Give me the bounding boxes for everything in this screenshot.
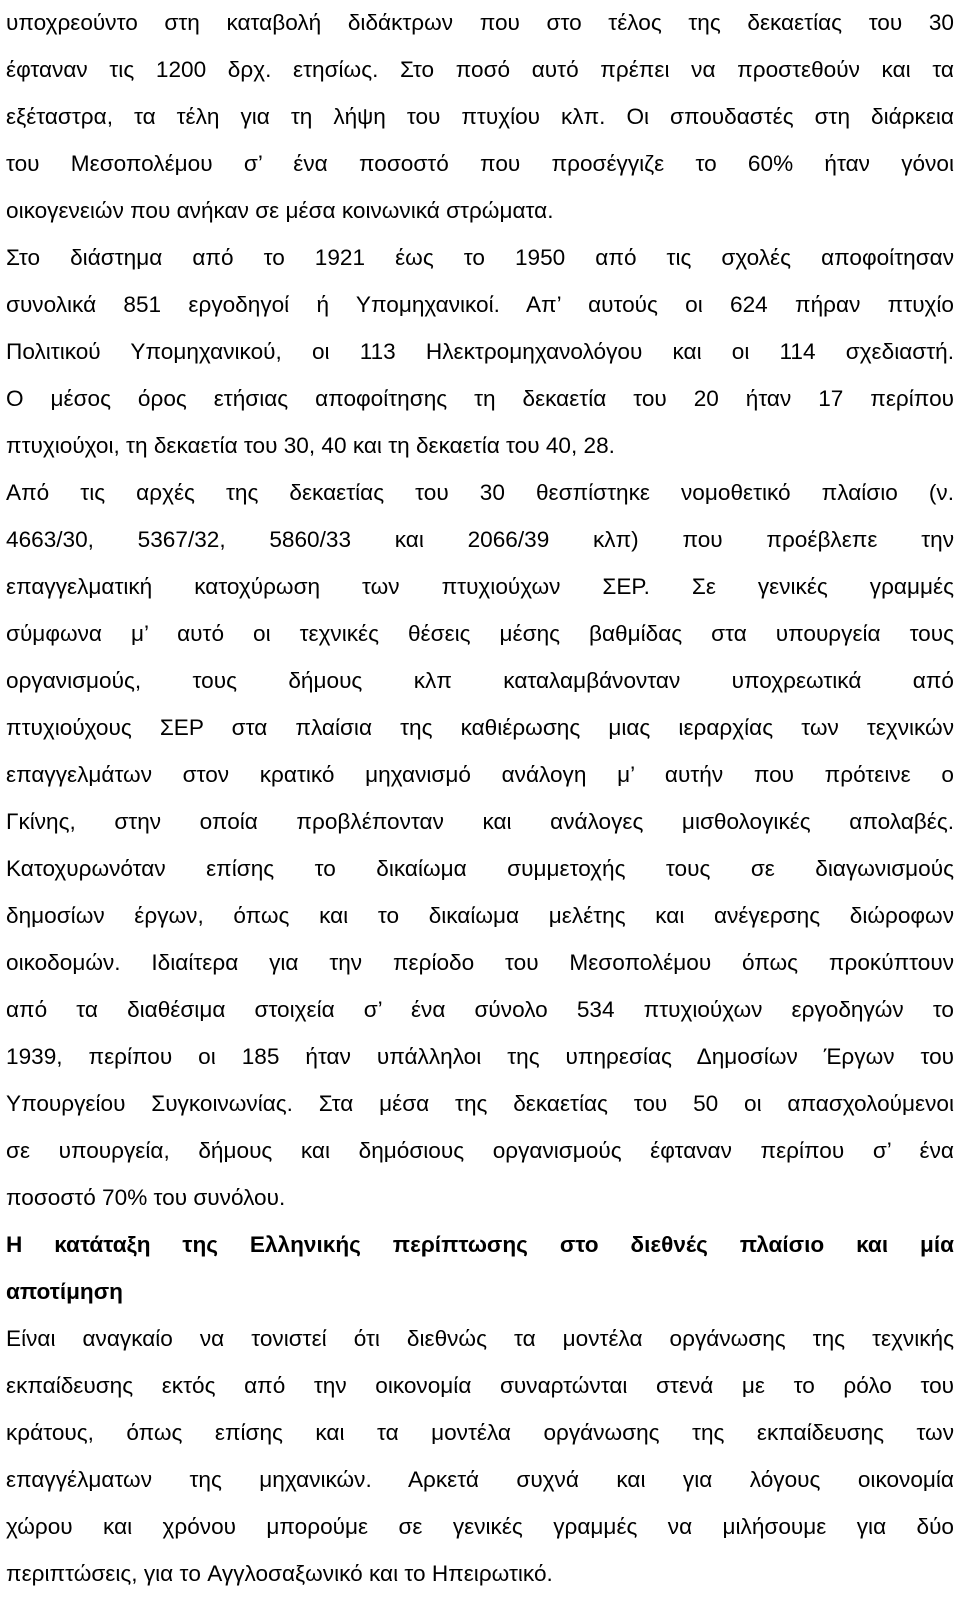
text-line: Πολιτικού Υπομηχανικού, οι 113 Ηλεκτρομηχανολόγου και οι 114 σχεδιαστή. [6, 339, 954, 364]
text-line: συνολικά 851 εργοδηγοί ή Υπομηχανικοί. Απ’ αυτούς οι 624 πήραν πτυχίο [6, 292, 954, 317]
heading-line: αποτίμηση [6, 1279, 123, 1304]
text-line: σε υπουργεία, δήμους και δημόσιους οργανισμούς έφταναν περίπου σ’ ένα [6, 1138, 954, 1163]
heading-line: Η κατάταξη της Ελληνικής περίπτωσης στο διεθνές πλαίσιο και μία [6, 1232, 954, 1257]
text-line: οργανισμούς, τους δήμους κλπ καταλαμβάνονταν υποχρεωτικά από [6, 668, 954, 693]
text-line: σύμφωνα μ’ αυτό οι τεχνικές θέσεις μέσης βαθμίδας στα υπουργεία τους [6, 621, 954, 646]
paragraph-graduates [6, 234, 954, 469]
text-line: επαγγελμάτων στον κρατικό μηχανισμό ανάλογη μ’ αυτήν που πρότεινε ο [6, 762, 954, 787]
text-line: οικοδομών. Ιδιαίτερα για την περίοδο του Μεσοπολέμου όπως προκύπτουν [6, 950, 954, 975]
text-line: Από τις αρχές της δεκαετίας του 30 θεσπίστηκε νομοθετικό πλαίσιο (ν. [6, 480, 954, 505]
text-line: επαγγέλματων της μηχανικών. Αρκετά συχνά και για λόγους οικονομία [6, 1467, 954, 1492]
text-line: του Μεσοπολέμου σ’ ένα ποσοστό που προσέγγιζε το 60% ήταν γόνοι [6, 151, 954, 176]
text-line: πτυχιούχοι, τη δεκαετία του 30, 40 και τη δεκαετία του 40, 28. [6, 433, 615, 458]
text-line: επαγγελματική κατοχύρωση των πτυχιούχων ΣΕΡ. Σε γενικές γραμμές [6, 574, 954, 599]
text-line: ποσοστό 70% του συνόλου. [6, 1185, 286, 1210]
paragraph-legal-framework [6, 469, 954, 1221]
text-line: Είναι αναγκαίο να τονιστεί ότι διεθνώς τα μοντέλα οργάνωσης της τεχνικής [6, 1326, 954, 1351]
paragraph-tuition [6, 0, 954, 234]
text-line: 1939, περίπου οι 185 ήταν υπάλληλοι της υπηρεσίας Δημοσίων Έργων του [6, 1044, 954, 1069]
text-line: χώρου και χρόνου μπορούμε σε γενικές γραμμές να μιλήσουμε για δύο [6, 1514, 954, 1539]
text-line: οικογενειών που ανήκαν σε μέσα κοινωνικά στρώματα. [6, 198, 554, 223]
text-line: Υπουργείου Συγκοινωνίας. Στα μέσα της δεκαετίας του 50 οι απασχολούμενοι [6, 1091, 954, 1116]
text-line: Ο μέσος όρος ετήσιας αποφοίτησης τη δεκαετία του 20 ήταν 17 περίπου [6, 386, 954, 411]
section-heading [6, 1221, 954, 1315]
text-line: κράτους, όπως επίσης και τα μοντέλα οργάνωσης της εκπαίδευσης των [6, 1420, 954, 1445]
text-line: Κατοχυρωνόταν επίσης το δικαίωμα συμμετοχής τους σε διαγωνισμούς [6, 856, 954, 881]
text-line: δημοσίων έργων, όπως και το δικαίωμα μελέτης και ανέγερσης διώροφων [6, 903, 954, 928]
text-line: υποχρεούντο στη καταβολή διδάκτρων που στο τέλος της δεκαετίας του 30 [6, 10, 954, 35]
text-line: περιπτώσεις, για τo Αγγλοσαξωνικό και το Ηπειρωτικό. [6, 1561, 553, 1586]
text-line: 4663/30, 5367/32, 5860/33 και 2066/39 κλπ) που προέβλεπε την [6, 527, 954, 552]
text-line: πτυχιούχους ΣΕΡ στα πλαίσια της καθιέρωσης μιας ιεραρχίας των τεχνικών [6, 715, 954, 740]
text-line: έφταναν τις 1200 δρχ. ετησίως. Στο ποσό αυτό πρέπει να προστεθούν και τα [6, 57, 954, 82]
text-line: εξέταστρα, τα τέλη για τη λήψη του πτυχίου κλπ. Οι σπουδαστές στη διάρκεια [6, 104, 954, 129]
text-line: εκπαίδευσης εκτός από την οικονομία συναρτώνται στενά με το ρόλο του [6, 1373, 954, 1398]
paragraph-international-models [6, 1315, 954, 1597]
text-line: Γκίνης, στην οποία προβλέπονταν και ανάλογες μισθολογικές απολαβές. [6, 809, 954, 834]
text-line: από τα διαθέσιμα στοιχεία σ’ ένα σύνολο 534 πτυχιούχων εργοδηγών το [6, 997, 954, 1022]
text-line: Στο διάστημα από το 1921 έως το 1950 από τις σχολές αποφοίτησαν [6, 245, 954, 270]
